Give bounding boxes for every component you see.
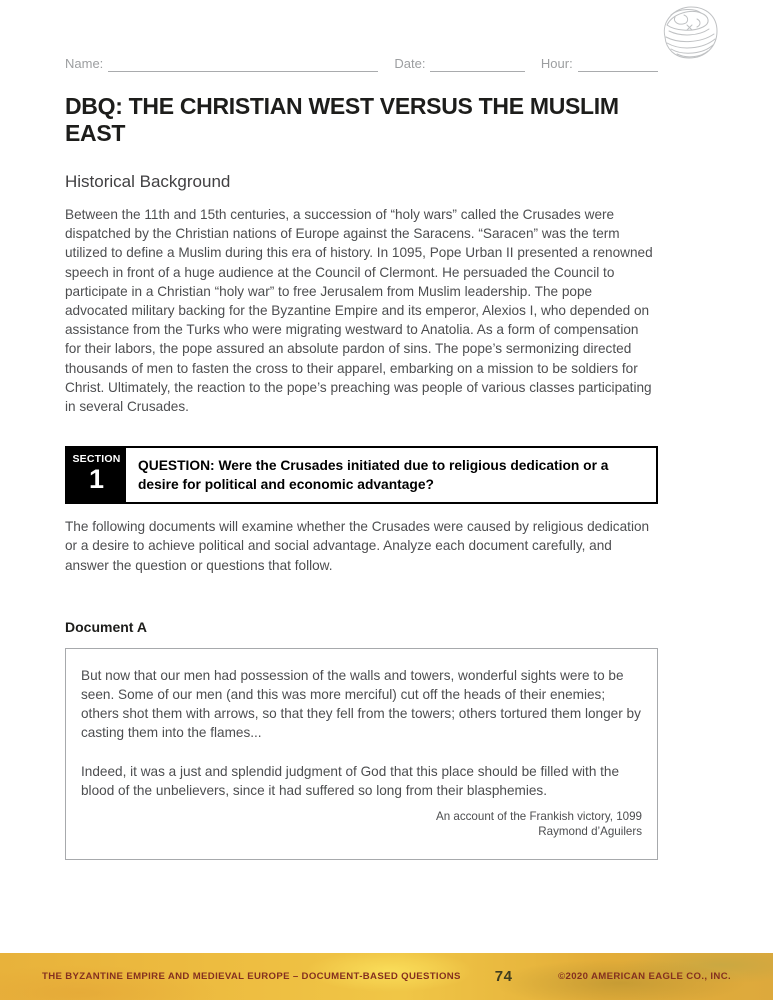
footer-page-number: 74 bbox=[494, 968, 513, 985]
header-fill-line bbox=[65, 55, 658, 72]
globe-sketch-logo-icon bbox=[651, 3, 723, 61]
page-title: DBQ: THE CHRISTIAN WEST VERSUS THE MUSLIM EAST bbox=[65, 93, 619, 146]
hour-label: Hour: bbox=[540, 56, 573, 71]
date-label: Date: bbox=[394, 56, 426, 71]
name-blank[interactable] bbox=[108, 56, 378, 72]
attribution-author: Raymond d’Aguilers bbox=[538, 825, 642, 839]
hour-blank[interactable] bbox=[578, 56, 658, 72]
document-a-paragraph: But now that our men had possession of the walls and towers, wonderful sights were to be seen. Some of our men (and this was more merciful) cut off the heads of their enemies; others shot them with arrows, so that they fell from the towers; others tortured them longer by casting them into the flames... bbox=[81, 667, 641, 741]
section-number: 1 bbox=[88, 464, 105, 495]
document-a-heading: Document A bbox=[65, 618, 147, 635]
document-a-attribution bbox=[81, 809, 642, 839]
footer-book-title: THE BYZANTINE EMPIRE AND MEDIEVAL EUROPE – DOCUMENT-BASED QUESTIONS bbox=[42, 971, 461, 982]
footer-band bbox=[0, 953, 773, 1000]
page-content bbox=[65, 93, 658, 860]
intro-text: The following documents will examine whether the Crusades were caused by religious dedication or a desire to achieve political and social advantage. Analyze each document carefully, and answer the question or questions that follow. bbox=[65, 519, 650, 573]
document-a-paragraph: Indeed, it was a just and splendid judgment of God that this place should be filled with the blood of the unbelievers, since it had suffered so long from their blasphemies. bbox=[81, 763, 620, 798]
attribution-source: An account of the Frankish victory, 1099 bbox=[435, 810, 642, 824]
date-blank[interactable] bbox=[430, 56, 524, 72]
section-label: SECTION bbox=[72, 453, 121, 466]
historical-background-text: Between the 11th and 15th centuries, a succession of “holy wars” called the Crusades were dispatched by the Christian nations of Europe against the Saracens. “Saracen” was the term utilized to define a Muslim during this era of history. In 1095, Pope Urban II presented a renowned speech in front of a huge audience at the Council of Clermont. He persuaded the Council to participate in a Christian “holy war” to free Jerusalem from Muslim leadership. The pope advocated military backing for the Byzantine Empire and its emperor, Alexios I, who depended on assistance from the Turks who were migrating westward to Anatolia. As a form of compensation for their labors, the pope assured an absolute pardon of sins. The pope’s sermonizing directed thousands of men to fasten the cross to their apparel, embarking on a mission to be soldiers for Christ. Ultimately, the reaction to the pope’s preaching was people of various classes participating in several Crusades. bbox=[65, 207, 653, 415]
section-question-text: QUESTION: Were the Crusades initiated due to religious dedication or a desire for political and economic advantage? bbox=[138, 458, 609, 493]
section-number-tab bbox=[67, 448, 126, 502]
name-label: Name: bbox=[65, 56, 104, 71]
footer-copyright: ©2020 AMERICAN EAGLE CO., INC. bbox=[558, 971, 731, 982]
section-question-box bbox=[65, 446, 658, 504]
document-a-box bbox=[65, 648, 658, 860]
historical-background-heading: Historical Background bbox=[65, 172, 231, 191]
